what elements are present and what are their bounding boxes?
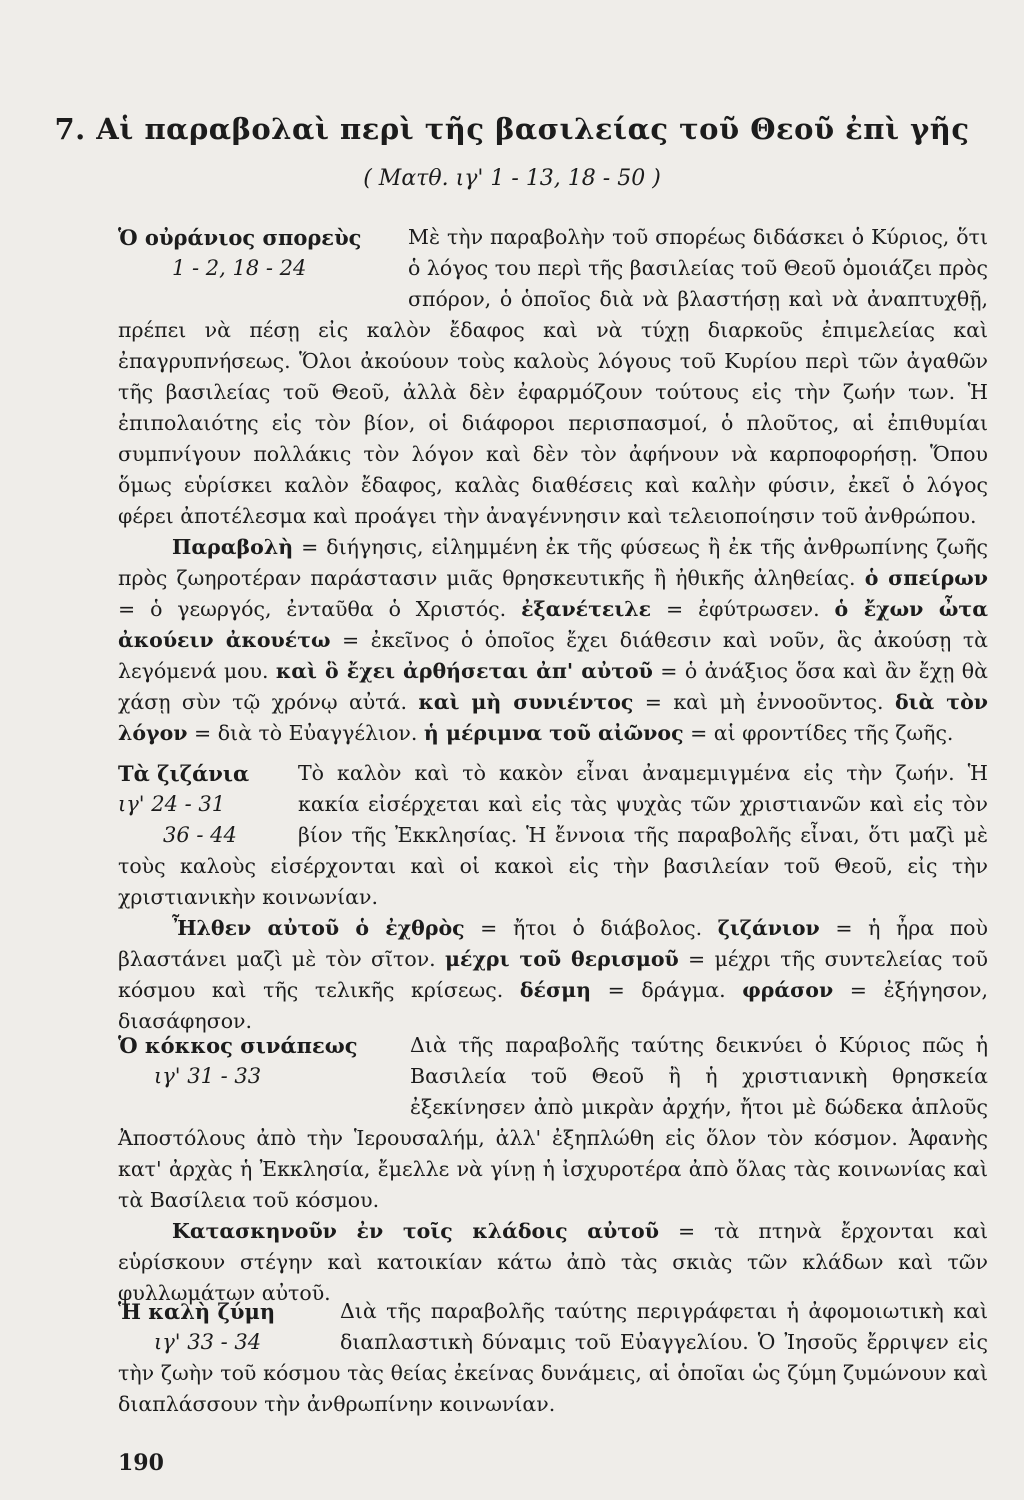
section-tares <box>118 758 988 1058</box>
section-ref: 1 - 2, 18 - 24 <box>172 256 307 280</box>
section-text: Μὲ τὴν παραβολὴν τοῦ σπορέως διδάσκει ὁ Κύριος, ὅτι ὁ λόγος του περὶ τῆς βασιλείας τοῦ Θεοῦ ὁμοιάζει πρὸς σπόρον, ὁ ὁποῖος διὰ νὰ βλαστήσῃ καὶ νὰ ἀναπτυχθῇ, πρέπει νὰ πέσῃ εἰς καλὸν ἔδαφος καὶ νὰ τύχῃ διαρκοῦς ἐπιμελείας καὶ ἐπαγρυπνήσεως. Ὅλοι ἀκούουν τοὺς καλοὺς λόγους τοῦ Κυρίου περὶ τῶν ἀγαθῶν τῆς βασιλείας τοῦ Θεοῦ, ἀλλὰ δὲν ἐφαρμόζουν τούτους εἰς τὴν ζωήν των. Ἡ ἐπιπολαιότης εἰς τὸν βίον, οἱ διάφοροι περισπασμοί, ὁ πλοῦτος, αἱ ἐπιθυμίαι συμπνίγουν πολλάκις τὸν λόγον καὶ δὲν τὸν ἀφήνουν νὰ καρποφορήσῃ. Ὅπου ὅμως εὑρίσκει καλὸν ἔδαφος, καλὰς διαθέσεις καὶ καλὴν φύσιν, ἐκεῖ ὁ λόγος φέρει ἀποτέλεσμα καὶ προάγει τὴν ἀναγέννησιν καὶ τελειοποίησιν τοῦ ἀνθρώπου. <box>118 225 988 528</box>
section-margin <box>118 222 408 315</box>
glossary-def: ἐκεῖνος ὁ ὁποῖος ἔχει διάθεσιν καὶ νοῦν, ἃς ἀκούσῃ τὰ λεγόμενά μου. <box>118 628 988 683</box>
glossary-def: καὶ μὴ ἐννοοῦντος. <box>673 690 884 714</box>
section-margin <box>118 758 298 851</box>
section-heading: Ὁ οὐράνιος σπορεὺς <box>118 225 362 250</box>
glossary-def: αἱ φροντίδες τῆς ζωῆς. <box>713 721 954 745</box>
section-mustard-seed <box>118 1030 988 1330</box>
glossary-def: τὰ πτηνὰ ἔρχονται καὶ εὑρίσκουν στέγην καὶ κατοικίαν κάτω ἀπὸ τὰς σκιὰς τῶν κλάδων καὶ τῶν φυλλωμάτων αὐτοῦ. <box>118 1219 988 1305</box>
glossary-def: διὰ τὸ Εὐαγγέλιον. <box>217 721 418 745</box>
section-margin <box>118 1296 340 1358</box>
page-subtitle: ( Ματθ. ιγ' 1 - 13, 18 - 50 ) <box>363 166 661 191</box>
section-sower <box>118 222 988 770</box>
glossary-def: διήγησις, εἰλημμένη ἐκ τῆς φύσεως ἢ ἐκ τῆς ἀνθρωπίνης ζωῆς πρὸς ζωηροτέραν παράστασιν μιᾶς θρησκευτικῆς ἢ ἠθικῆς ἀληθείας. <box>118 535 988 590</box>
glossary-paragraph: Παραβολὴ = διήγησις, εἰλημμένη ἐκ τῆς φύσεως ἢ ἐκ τῆς ἀνθρωπίνης ζωῆς πρὸς ζωηροτέραν παράστασιν μιᾶς θρησκευτικῆς ἢ ἠθικῆς ἀληθείας. ὁ σπείρων = ὁ γεωργός, ἐνταῦθα ὁ Χριστός. ἐξανέτειλε = ἐφύτρωσεν. ὁ ἔχων ὦτα ἀκούειν ἀκουέτω = ἐκεῖνος ὁ ὁποῖος ἔχει διάθεσιν καὶ νοῦν, ἃς ἀκούσῃ τὰ λεγόμενά μου. καὶ ὃ ἔχει ἀρθήσεται ἀπ' αὐτοῦ = ὁ ἀνάξιος ὅσα καὶ ἂν ἔχῃ θὰ χάσῃ σὺν τῷ χρόνῳ αὐτά. καὶ μὴ συνιέντος = καὶ μὴ ἐννοοῦντος. διὰ τὸν λόγον = διὰ τὸ Εὐαγγέλιον. ἡ μέριμνα τοῦ αἰῶνος = αἱ φροντίδες τῆς ζωῆς. <box>118 535 988 745</box>
glossary-def: μέχρι τῆς συντελείας τοῦ κόσμου καὶ τῆς τελικῆς κρίσεως. <box>118 947 988 1002</box>
section-leaven <box>118 1296 988 1420</box>
glossary-term: καὶ ὃ ἔχει ἀρθήσεται ἀπ' αὐτοῦ <box>275 659 653 683</box>
glossary-term: καὶ μὴ συνιέντος <box>418 690 634 714</box>
section-heading: Ἡ καλὴ ζύμη <box>118 1299 276 1324</box>
section-text: Διὰ τῆς παραβολῆς ταύτης περιγράφεται ἡ ἀφομοιωτικὴ καὶ διαπλαστικὴ δύναμις τοῦ Εὐαγγελίου. Ὁ Ἰησοῦς ἔρριψεν εἰς τὴν ζωὴν τοῦ κόσμου τὰς θείας ἐκείνας δυνάμεις, αἱ ὁποῖαι ὡς ζύμη ζυμώνουν καὶ διαπλάσσουν τὴν ἀνθρωπίνην κοινωνίαν. <box>118 1299 988 1416</box>
glossary-term: ἡ μέριμνα τοῦ αἰῶνος <box>423 721 684 745</box>
glossary-term: Παραβολὴ <box>172 535 294 559</box>
section-text: Τὸ καλὸν καὶ τὸ κακὸν εἶναι ἀναμεμιγμένα εἰς τὴν ζωήν. Ἡ κακία εἰσέρχεται καὶ εἰς τὰς ψυχὰς τῶν χριστιανῶν καὶ εἰς τὸν βίον τῆς Ἐκκλησίας. Ἡ ἔννοια τῆς παραβολῆς εἶναι, ὅτι μαζὶ μὲ τοὺς καλοὺς εἰσέρχονται καὶ οἱ κακοὶ εἰς τὴν βασιλείαν τοῦ Θεοῦ, εἰς τὴν χριστιανικὴν κοινωνίαν. <box>118 761 988 909</box>
glossary-def: ἐφύτρωσεν. <box>698 597 820 621</box>
page-title: 7. Αἱ παραβολαὶ περὶ τῆς βασιλείας τοῦ Θεοῦ ἐπὶ γῆς <box>54 112 970 146</box>
glossary-term: μέχρι τοῦ θερισμοῦ <box>444 947 679 971</box>
glossary-paragraph: Κατασκηνοῦν ἐν τοῖς κλάδοις αὐτοῦ = τὰ πτηνὰ ἔρχονται καὶ εὑρίσκουν στέγην καὶ κατοικίαν κάτω ἀπὸ τὰς σκιὰς τῶν κλάδων καὶ τῶν φυλλωμάτων αὐτοῦ. <box>118 1219 988 1305</box>
section-heading: Τὰ ζιζάνια <box>118 761 250 786</box>
glossary-term: ὁ σπείρων <box>864 566 988 590</box>
glossary-def: ἤτοι ὁ διάβολος. <box>512 916 703 940</box>
glossary-term: διὰ τὸν λόγον <box>118 690 988 745</box>
glossary-term: Ἦλθεν αὐτοῦ ὁ ἐχθρὸς <box>172 916 465 940</box>
glossary-term: ἐξανέτειλε <box>521 597 652 621</box>
glossary-term: φράσον <box>742 978 834 1002</box>
page-number: 190 <box>118 1450 164 1476</box>
section-ref: ιγ' 33 - 34 <box>154 1330 262 1354</box>
glossary-def: ὁ ἀνάξιος ὅσα καὶ ἂν ἔχῃ θὰ χάσῃ σὺν τῷ χρόνῳ αὐτά. <box>118 659 988 714</box>
section-text: Διὰ τῆς παραβολῆς ταύτης δεικνύει ὁ Κύριος πῶς ἡ Βασιλεία τοῦ Θεοῦ ἢ ἡ χριστιανικὴ θρησκεία ἐξεκίνησεν ἀπὸ μικρὰν ἀρχήν, ἤτοι μὲ δώδεκα ἁπλοῦς Ἀποστόλους ἀπὸ τὴν Ἱερουσαλήμ, ἀλλ' ἐξηπλώθη εἰς ὅλον τὸν κόσμον. Ἀφανὴς κατ' ἀρχὰς ἡ Ἐκκλησία, ἔμελλε νὰ γίνῃ ἡ ἰσχυροτέρα ἀπὸ ὅλας τὰς κοινωνίας καὶ τὰ Βασίλεια τοῦ κόσμου. <box>118 1033 988 1212</box>
section-heading: Ὁ κόκκος σινάπεως <box>118 1033 358 1058</box>
glossary-def: δράγμα. <box>641 978 726 1002</box>
glossary-paragraph: Ἦλθεν αὐτοῦ ὁ ἐχθρὸς = ἤτοι ὁ διάβολος. ζιζάνιον = ἡ ἦρα ποὺ βλαστάνει μαζὶ μὲ τὸν σῖτον. μέχρι τοῦ θερισμοῦ = μέχρι τῆς συντελείας τοῦ κόσμου καὶ τῆς τελικῆς κρίσεως. δέσμη = δράγμα. φράσον = ἐξήγησον, διασάφησον. <box>118 916 988 1033</box>
glossary-def: ἡ ἦρα ποὺ βλαστάνει μαζὶ μὲ τὸν σῖτον. <box>118 916 988 971</box>
section-margin <box>118 1030 410 1123</box>
glossary-def: ὁ γεωργός, ἐνταῦθα ὁ Χριστός. <box>150 597 507 621</box>
glossary-term: δέσμη <box>519 978 592 1002</box>
glossary-term: ζιζάνιον <box>717 916 820 940</box>
section-ref: ιγ' 24 - 31 <box>118 792 226 816</box>
section-ref: ιγ' 31 - 33 <box>154 1064 262 1088</box>
glossary-def: ἐξήγησον, διασάφησον. <box>118 978 988 1033</box>
section-ref: 36 - 44 <box>163 823 237 847</box>
glossary-term: Κατασκηνοῦν ἐν τοῖς κλάδοις αὐτοῦ <box>172 1219 659 1243</box>
glossary-term: ὁ ἔχων ὦτα ἀκούειν ἀκουέτω <box>118 597 988 652</box>
